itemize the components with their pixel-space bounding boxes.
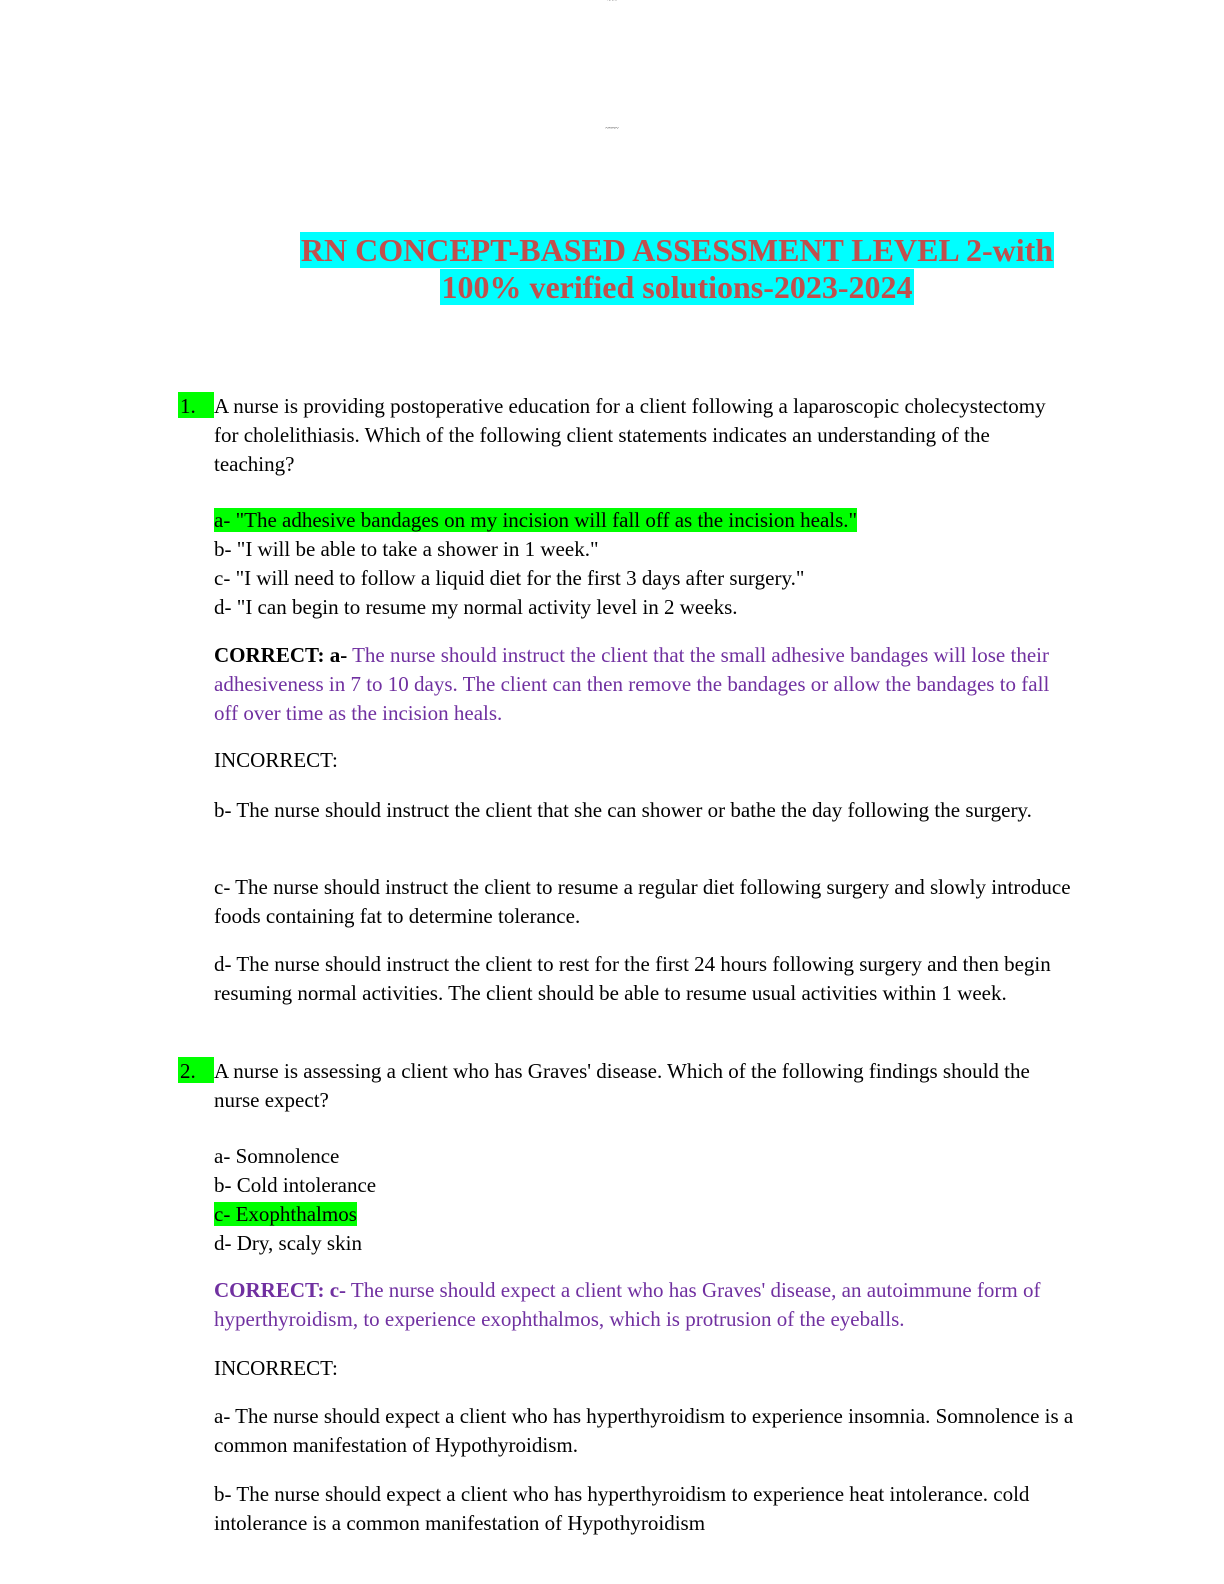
question-1-rationale-correct xyxy=(214,641,1074,728)
option-c-correct: c- Exophthalmos xyxy=(214,1202,357,1226)
document-title xyxy=(150,232,1204,306)
header-mark-small: ~~~~ xyxy=(605,126,619,132)
question-stem: A nurse is assessing a client who has Graves' disease. Which of the following findings should the nurse expect? xyxy=(214,1059,1030,1112)
title-line-1: RN CONCEPT-BASED ASSESSMENT LEVEL 2-with xyxy=(300,232,1054,268)
correct-label: CORRECT: xyxy=(214,1278,325,1302)
question-2 xyxy=(178,1057,1068,1115)
option-b: b- Cold intolerance xyxy=(214,1173,377,1197)
question-number: 2. xyxy=(178,1057,214,1083)
question-2-incorrect-a: a- The nurse should expect a client who has hyperthyroidism to experience insomnia. Somnolence is a common manifestation of Hypothyroidism. xyxy=(214,1404,1074,1457)
option-d: d- Dry, scaly skin xyxy=(214,1231,362,1255)
title-line-2: 100% verified solutions-2023-2024 xyxy=(441,269,913,305)
option-b: b- "I will be able to take a shower in 1 week." xyxy=(214,537,599,561)
option-a: a- Somnolence xyxy=(214,1144,340,1168)
question-1 xyxy=(178,392,1068,479)
question-1-incorrect-d: d- The nurse should instruct the client to rest for the first 24 hours following surgery and then begin resuming normal activities. The client should be able to resume usual activities within 1 week. xyxy=(214,952,1051,1005)
question-number: 1. xyxy=(178,392,214,418)
question-1-incorrect-label: INCORRECT: xyxy=(214,748,338,772)
option-c: c- "I will need to follow a liquid diet for the first 3 days after surgery." xyxy=(214,566,805,590)
option-d: d- "I can begin to resume my normal activity level in 2 weeks. xyxy=(214,595,738,619)
question-2-incorrect-b: b- The nurse should expect a client who has hyperthyroidism to experience heat intolerance. cold intolerance is a common manifestation of Hypothyroidism xyxy=(214,1482,1030,1535)
question-1-incorrect-b: b- The nurse should instruct the client that she can shower or bathe the day following the surgery. xyxy=(214,798,1032,822)
question-1-options xyxy=(214,506,1074,622)
question-2-rationale-correct xyxy=(214,1276,1074,1334)
header-mark: ~~~ xyxy=(607,0,617,4)
question-stem: A nurse is providing postoperative education for a client following a laparoscopic cholecystectomy for cholelithiasis. Which of the following client statements indicates an understanding of the teaching? xyxy=(214,394,1046,476)
correct-letter: a- xyxy=(329,643,348,667)
question-2-options xyxy=(214,1142,1074,1258)
question-2-incorrect-label: INCORRECT: xyxy=(214,1356,338,1380)
correct-label: CORRECT: xyxy=(214,643,325,667)
option-a-correct: a- "The adhesive bandages on my incision will fall off as the incision heals." xyxy=(214,508,858,532)
correct-explanation: The nurse should instruct the client that the small adhesive bandages will lose their adhesiveness in 7 to 10 days. The client can then remove the bandages or allow the bandages to fall off over time as the incision heals. xyxy=(214,643,1050,725)
question-1-incorrect-c: c- The nurse should instruct the client to resume a regular diet following surgery and slowly introduce foods containing fat to determine tolerance. xyxy=(214,875,1071,928)
correct-letter: c- xyxy=(329,1278,347,1302)
correct-explanation: The nurse should expect a client who has Graves' disease, an autoimmune form of hyperthyroidism, to experience exophthalmos, which is protrusion of the eyeballs. xyxy=(214,1278,1041,1331)
